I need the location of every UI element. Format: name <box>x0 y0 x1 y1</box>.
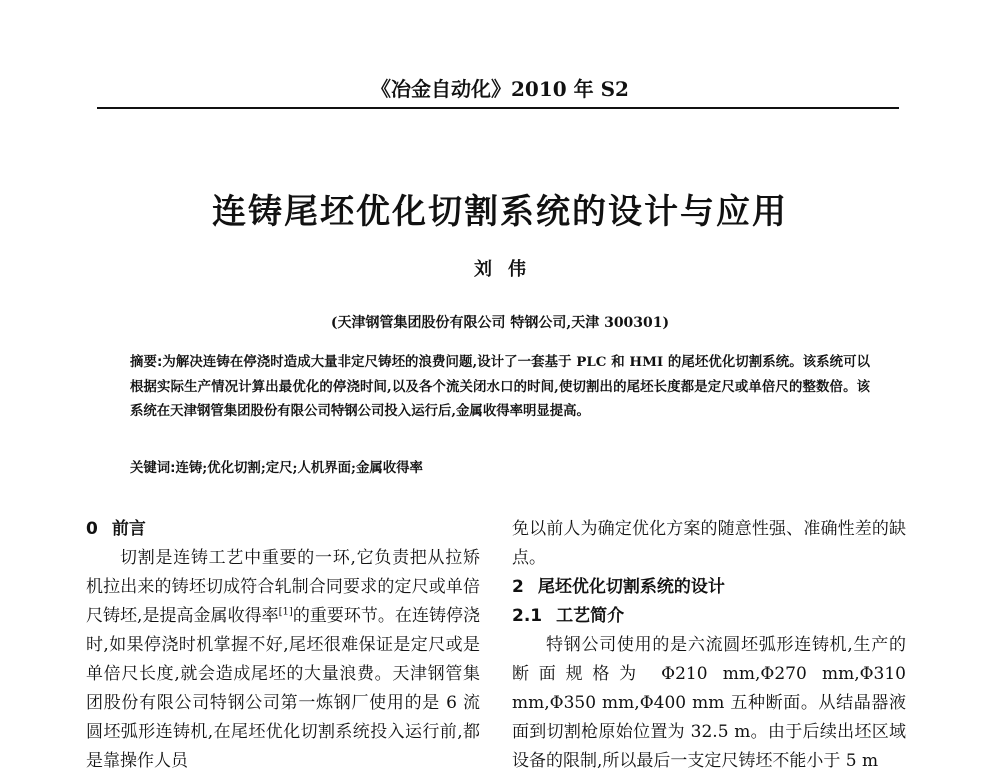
keywords-text: 连铸;优化切割;定尺;人机界面;金属收得率 <box>175 460 423 476</box>
section-2-1-paragraph: 特钢公司使用的是六流圆坯弧形连铸机,生产的断面规格为 Φ210 mm,Φ270 mm,Φ310 mm,Φ350 mm,Φ400 mm 五种断面。从结晶器液面到切割枪原始位置为 32.5 m。由于后续出坯区域设备的限制,所以最后一支定尺铸坯不能小于 5 m <box>512 635 906 771</box>
section-2-1-number: 2.1 <box>512 606 543 626</box>
journal-header: 《冶金自动化》2010 年 S2 <box>371 77 629 101</box>
section-0-text-part1: 切割是连铸工艺中重要的一环,它负责把从拉矫机拉出来的铸坯切成符合轧制合同要求的定尺或单倍尺铸坯,是提高金属收得率 <box>86 548 480 626</box>
keywords <box>130 456 870 481</box>
continuation-paragraph: 免以前人为确定优化方案的随意性强、准确性差的缺点。 <box>512 519 906 568</box>
section-2-title: 尾坯优化切割系统的设计 <box>537 577 725 597</box>
body-column-right <box>512 515 906 776</box>
abstract-label: 摘要: <box>130 355 163 370</box>
section-2-1-heading <box>512 602 906 631</box>
section-2-number: 2 <box>512 577 524 597</box>
section-0-number: 0 <box>86 519 98 539</box>
header-rule <box>97 107 899 109</box>
keywords-label: 关键词: <box>130 461 176 476</box>
section-2-heading <box>512 573 906 602</box>
body-column-left <box>86 515 480 776</box>
section-0-title: 前言 <box>111 519 146 539</box>
article-affiliation: (天津钢管集团股份有限公司 特钢公司,天津 300301) <box>330 315 670 331</box>
section-2-1-title: 工艺简介 <box>556 606 625 626</box>
section-0-text-part2: 的重要环节。在连铸停浇时,如果停浇时机掌握不好,尾坯很难保证是定尺或是单倍尺长度,就会造成尾坯的大量浪费。天津钢管集团股份有限公司特钢公司第一炼钢厂使用的是 6 流圆坯弧形连铸机,在尾坯优化切割系统投入运行前,都是靠操作人员 <box>86 606 480 771</box>
abstract <box>130 350 870 423</box>
abstract-text: 为解决连铸在停浇时造成大量非定尺铸坯的浪费问题,设计了一套基于 PLC 和 HMI 的尾坯优化切割系统。该系统可以根据实际生产情况计算出最优化的停浇时间,以及各个流关闭水口的时间,使切割出的尾坯长度都是定尺或单倍尺的整数倍。该系统在天津钢管集团股份有限公司特钢公司投入运行后,金属收得率明显提高。 <box>130 354 871 419</box>
article-title: 连铸尾坯优化切割系统的设计与应用 <box>212 192 788 232</box>
section-0-heading <box>86 515 480 544</box>
citation-ref-1[interactable]: [1] <box>278 606 293 618</box>
article-author: 刘伟 <box>474 259 542 280</box>
section-0-paragraph <box>86 544 480 776</box>
